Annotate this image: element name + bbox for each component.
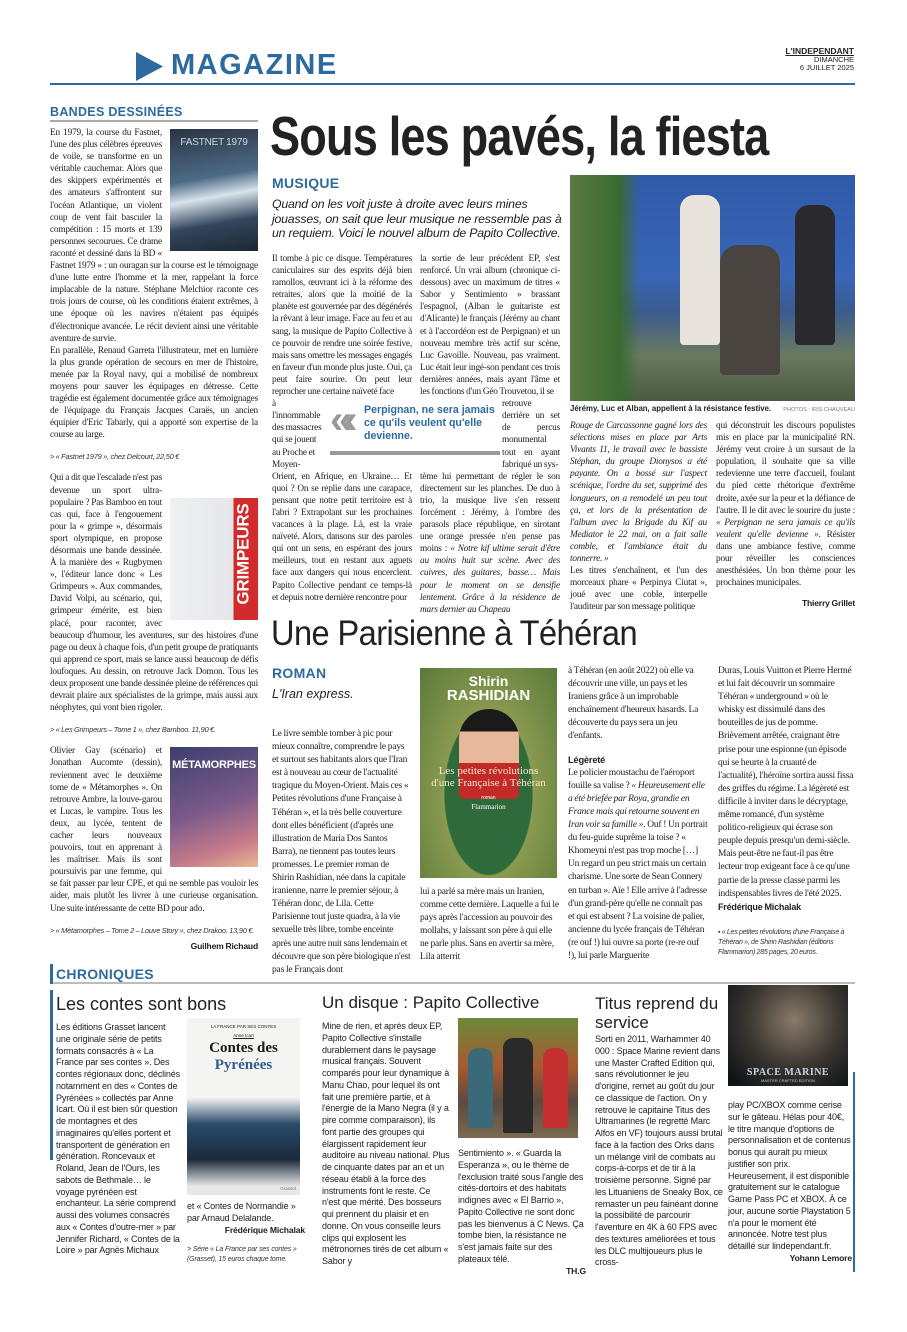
cover-genre: roman [481, 795, 496, 801]
article-text: lui a parlé sa mère mais un Iranien, comme cette dernière. Laquelle a fui le pays après l'accession au pouvoir des mollahs, y laissant son père à qui elle ne parle plus. Sans en avertir sa mère, Lila atterrit [420, 887, 559, 963]
author-byline: Frédérique Michalak [224, 1224, 305, 1235]
cover-publisher: Grasset [280, 1186, 296, 1191]
article-text: Orient, en Afrique, en Ukraine… Et quoi ? On se replie dans une carapace, pensant que notre petit territoire est à l'abri ? Extrapolant sur les prochaines vacances à la plage. Là, est la vraie naïveté. Alors, dansons sur des paroles qui ont un sens, en espérant des jours meilleurs, tout en restant aux aguets face aux dangers qui nous encerclent. Papito Collective pendant ce temps-là et depuis notre dernière rencontre pour [272, 471, 412, 603]
person-shape [503, 1038, 533, 1133]
bd-kicker: BANDES DESSINÉES [50, 105, 258, 122]
article-text: retrouve derrière un set de percus monumental tout en ayant fabriqué un sys- [502, 399, 560, 470]
plant-shape [570, 175, 640, 401]
article-text: la sortie de leur précédent EP, s'est renforcé. Un vrai album (chronique ci-dessous) avec un maximum de titres « Sabor y Sentimiento » brassant l'espagnol, (Alban le guitariste est d'Alicante) le français (Jérémy au chant et à l'accordéon est de Perpignan) et un nouveau membre très actif sur scène, Luc Gavoille. Nouveau, pas vraiment. Luc était leur ingé-son pendant ces trois dernières années, mais ayant l'âme et les fonctions d'un Géo Trouvetou, il se [420, 254, 560, 398]
article-text: Le policier moustachu de l'aéroport fouille sa valise ? [568, 767, 695, 791]
article-text: . Résister dans une ambiance festive, comme pour réveiller les consciences anesthésiées. Un bon thème pour les prochaines municipales. [716, 529, 855, 589]
bd-article-metamorphes [50, 745, 258, 951]
cover-author: Shirin [468, 673, 509, 689]
bd-column [50, 127, 258, 952]
issue-day: DIMANCHE [813, 54, 854, 64]
person-shape [468, 1048, 493, 1128]
musique-lede: Quand on les voit juste à droite avec leurs mines jouasses, on sait que leur musique ne ressemble pas à un requiem. Voici le nouvel album de Papito Collective. [272, 197, 562, 241]
article-text: Il tombe à pic ce disque. Températures caniculaires sur des esprits déjà bien ramollos, œuvrant ici à la réforme des retraites, alors que la moitié de la planète est gouvernée par des dégénérés la rêvant à leur image. Face au feu et au sang, la musique de Papito Collective à ce pouvoir de rendre une soirée festive, mais sans omettre les messages engagés en faveur d'un monde plus juste. Oui, ça peut faire sourire. On peut leur reprocher une certaine naïveté face [272, 254, 412, 398]
titus-text: play PC/XBOX comme cerise sur le gâteau. Hélas pour 40€, le titre manque d'options de personnalisation et de contenus bonus qui aurait pu mieux justifier son prix. Heureusement, il est disponible gratuitement sur le catalogue Game Pass PC et XBOX. À ce jour, aucune sortie Playstation 5 n'a pour le moment été annoncée. Notre test plus détaillé sur lindependant.fr. [728, 1100, 851, 1251]
contes-col-2 [187, 1201, 305, 1265]
article-text: à Téhéran (en août 2022) où elle va découvrir une ville, un pays et les Iraniens grâce à un improbable enchaînement d'heureux hasards. La découverte du pays sera un jeu d'enfants. [568, 666, 699, 742]
article-text: . Ouf ! Un portrait du feu-guide suprême la toise ? « Khomeyni n'est pas trop moche […] Un regard un peu strict mais un certain charisme. Une sorte de Sean Connery en turban ». Aïe ! Elle arrive à l'adresse d'un grand-père qu'elle ne connaît pas et qui est absent ? La voisine de palier, ancienne du lycée français de Téhéran (re ouf !) lui ouvre sa porte (re-re ouf !), lui parle Marguerite [568, 820, 708, 961]
book-credit: > « Métamorphes – Tome 2 – Louve Story », chez Drakoo. 13,90 €. [50, 925, 255, 935]
article-text: à l'innommable des massacres qui se jouent au Proche et Moyen- [272, 399, 322, 470]
author-byline: Yohann Lemore [789, 1252, 852, 1263]
author-byline: Guilhem Richaud [190, 940, 258, 951]
author-byline: TH.G [566, 1265, 586, 1276]
cover-title: FASTNET 1979 [180, 137, 248, 148]
titus-col-2 [728, 1100, 852, 1265]
masthead [785, 47, 854, 73]
band-photo [570, 175, 855, 401]
book-cover-image [420, 668, 557, 878]
accent-bar [50, 964, 53, 984]
quote-rule [330, 451, 500, 455]
pull-quote [330, 398, 500, 456]
book-credit: ▪ « Les petites révolutions d'une Française à Téhéran », de Shirin Rashidian (éditions Flammarion) 285 pages, 20 euros. [718, 928, 845, 956]
chroniques-kicker: CHRONIQUES [56, 966, 154, 982]
roman-headline: Une Parisienne à Téhéran [271, 614, 638, 653]
contes-title: Les contes sont bons [56, 994, 227, 1014]
paper-logo: L'INDEPENDANT [785, 46, 854, 56]
musique-kicker: MUSIQUE [272, 175, 340, 191]
caption-text: Jérémy, Luc et Alban, appellent à la résistance festive. [570, 404, 772, 413]
cover-title: GRIMPEURS [233, 503, 253, 606]
cover-series: LA FRANCE PAR SES CONTES [210, 1024, 277, 1029]
article-text: Le livre semble tomber à pic pour mieux connaître, comprendre le pays et surtout ses habitants alors que l'Iran est à nouveau au cœur de l'actualité tragique du Moyen-Orient. Mais ces « Petites révolutions d'une Française à Téhéran », et la très belle couverture dont elles bénéficient (d'après une illustration de Maria Dos Santos Barra), ne tiennent pas toutes leurs promesses. Le premier roman de Shirin Rashidian, née dans la capitale iranienne, narre le premier séjour, à Téhéran donc, de Lila. Cette Parisienne tout juste quadra, à la vie sexuelle très libre, tombe enceinte après une autre nuit sans lendemain et découvre que son père biologique n'est pas le Français dont [272, 729, 411, 975]
section-title: MAGAZINE [171, 49, 338, 81]
cover-title: MÉTAMORPHES [172, 759, 256, 772]
quote-chevron-icon: «‹ [330, 398, 350, 442]
disque-col-2 [458, 1148, 586, 1277]
article-text: qui déconstruit les discours populistes mis en place par la municipalité RN. Jérémy veut croire à un sursaut de la population, il souhaite que sa ville redevienne une terre d'accueil, foulant du pied cette rhétorique d'extrême droite, axée sur la peur et la défiance de l'autre. Il le dit avec le sourire du juste : [716, 421, 855, 516]
pull-quote-text: Perpignan, ne sera jamais ce qu'ils veulent qu'elle devienne. [364, 404, 495, 442]
photo-caption [570, 404, 855, 413]
contes-text: et « Contes de Normandie » par Arnaud Delalande. [187, 1201, 296, 1223]
article-text: Duras, Louis Vuitton et Pierre Hermé et lui fait découvrir un sommaire Téhéran « underground » où le whisky est dissimulé dans des bouteilles de jus de pomme. Brièvement arrêtée, craignant être prise pour une espionne (un épisode qui se heurte à la cruauté de l'actualité), l'héroïne sortira aussi fissa des griffes du régime. La légèreté est difficile à inviter dans le décryptage, même romancé, d'un système politico-religieux qui écrase son peuple depuis presqu'un demi-siècle. Mais peut-être ne faut-il pas être lecteur trop exigeant face à ce qu'une partie de la presse classe parmi les indispensables livres de l'été 2025. [718, 666, 854, 899]
main-headline: Sous les pavés, la fiesta [270, 105, 769, 167]
cover-title: Pyrénées [214, 1057, 273, 1073]
play-triangle-icon [136, 52, 163, 81]
roman-lede: L'Iran express. [272, 687, 354, 701]
roman-col-2 [420, 886, 560, 965]
issue-date: 6 JUILLET 2025 [799, 63, 854, 72]
cover-title: Les petites révolutions d'une Française à Téhéran [431, 765, 546, 789]
quote-text: Rouge de Carcassonne gagné lors des sélections mises en place par Arts Vivants 11, le travail avec le bassiste Stéphan, du groupe Dionysos a été payante. On a bossé sur l'aspect scénique, l'ordre du set, supprimé des longueurs, on a remodelé un peu tout ça, et lors de la présentation de l'album avec la Brigade du Kif au Mediator le 22 mai, on a fait salle comble, et l'ambiance était du tonnerre. » [570, 421, 707, 565]
cover-title: Contes des [209, 1040, 278, 1056]
roman-col-4 [718, 665, 856, 958]
person-shape [795, 205, 835, 345]
titus-title: Titus reprend du service [595, 994, 719, 1032]
quote-text: « Heureusement elle a été briefée par Roya, grandie en France mais qui retourne souvent en Iran voir sa famille » [568, 780, 705, 831]
person-shape [680, 195, 720, 345]
quote-text: « Perpignan ne sera jamais ce qu'ils veulent qu'elle devienne » [716, 517, 855, 540]
cover-publisher: Flammarion [471, 803, 506, 811]
contes-text: Les éditions Grasset lancent une originale série de petits formats consacrés à « La France par ses contes ». Des contes régionaux donc, déclinés notamment en des « Contes de Pyrénées » collectés par Anne Icart. Où il est bien sûr question de montagnes et des imaginaires qu'elles portent et transportent de génération en génération. Roncevaux et Roland, Jean de l'Ours, les sabots de Bethmale… le voyage pyrénéen est enchanteur. La série comprend aussi des volumes consacrés aux « Contes d'outre-mer » par Jennifer Richard, « Contes de la Loire » par Agnès Michaux [56, 1022, 180, 1256]
roman-col-3 [568, 665, 708, 963]
cover-author: Anne Icart [233, 1033, 254, 1038]
disque-title: Un disque : Papito Collective [322, 993, 540, 1012]
article-text: tème lui permettant de régler le son directement sur les planches. De duo à trio, la musique live s'en ressent forcément : Jérémy, à l'ombre des parasols place république, en sirotant une orange pressée n'en pense pas moins : [420, 471, 560, 555]
band-photo [458, 1018, 578, 1138]
book-credit: > « Fastnet 1979 », chez Delcourt, 22,50 € [50, 452, 180, 462]
game-cover-image [728, 985, 848, 1086]
accent-bar [853, 1072, 855, 1272]
metamorphes-cover-image [170, 747, 258, 867]
quote-text: « Notre kif ultime serait d'être au moins huit sur scène. Avec des cuivres, des guitares, basse… Mais pour le moment on se densifie lentement. Grâce à la résidence de mars dernier au Chapeau [420, 544, 560, 615]
accent-bar [50, 990, 53, 1160]
bd-article-grimpeurs [50, 472, 258, 735]
cover-subtitle: MASTER CRAFTED EDITION [760, 1078, 815, 1083]
bd-article-fastnet [50, 127, 258, 462]
article-text: Olivier Gay (scénario) et Jonathan Aucomte (dessin), reviennent avec le deuxième tome de « Métamorphes ». On retrouve Ambre, la louve-garou et Lucas, le vampire. Tous les deux, au lycée, tentent de cacher leurs nouveaux pouvoirs, tout en apprenant à les maîtriser. Mais ils sont poursuivis par une femme, qui se fait passer par leur CPE, et qui ne semble pas vouloir les aider, mais plutôt les livrer à une curieuse organisation. Une suite intéressante de cette BD pour ado. [50, 746, 258, 914]
disque-text: Sentimiento ». « Guarda la Esperanza », ou le thème de l'exclusion traité sous l'angle des cités-dortoirs et des habitats indignes avec « El Barrio », Papito Collective ne sont donc pas les bienvenus à C News. Ça tombe bien, la résistance ne s'est jamais faite sur des plateaux télé. [458, 1148, 584, 1264]
author-byline: Thierry Grillet [801, 598, 855, 609]
roman-kicker: ROMAN [272, 665, 327, 681]
fastnet-cover-image [170, 129, 258, 251]
cover-author: RASHIDIAN [446, 687, 531, 704]
musique-col-3 [570, 420, 707, 614]
titus-text: Sorti en 2011, Warhammer 40 000 : Space Marine revient dans une Master Crafted Edition qui, sans révolutionner le jeu d'origine, remet au goût du jour ce classique de l'action. On y retrouve le capitaine Titus des Ultramarines (le regretté Marc Alfos en VF) toujours aussi brutal face à la faction des Orks dans un mélange viril de combats au corps-à-corps et de tir à la troisième personne. Signé par les Lituaniens de Sneaky Box, ce remaster un peu fainéant donne la possibilité de parcourir l'aventure en 4K à 60 FPS avec des textures améliorées et tous les DLC multijoueurs plus le cross- [595, 1034, 723, 1268]
subhead: Légèreté [568, 754, 606, 765]
person-shape [543, 1048, 568, 1128]
book-credit: > Série « La France par ses contes » (Grasset), 15 euros chaque tome. [187, 1246, 297, 1264]
author-byline: Frédérique Michalak [718, 901, 801, 912]
article-text: En 1979, la course du Fastnet, l'une des plus célèbres épreuves de voile, se transforme en un véritable cauchemar. Alors que des skippers expérimentés et des amateurs s'affrontent sur l'océan Atlantique, un violent coup de vent fait basculer la compétition : 15 morts et 139 personnes secourues. Ce drame raconté et dessiné dans la BD « Fastnet 1979 » : un ouragan sur la course est le témoignage d'une lutte entre l'homme et la mer, rappelant la force implacable de la nature. Stéphane Melchior raconte ces trois jours de course, où les conditions étaient extrêmes, à une époque où les navires n'étaient pas équipés d'électronique avancée. Le récit devient ainsi une véritable aventure de survie. [50, 128, 258, 344]
book-credit: > « Les Grimpeurs – Tome 1 », chez Bamboo. 11,90 €. [50, 725, 216, 735]
photo-credit: PHOTOS : IRIS CHAUVEAU [783, 407, 855, 413]
header-rule [50, 83, 855, 85]
article-text: En parallèle, Renaud Garreta l'illustrateur, met en lumière la plus grande opération de secours en mer de l'histoire, menée par la Royal navy, qui a mobilisé de nombreux moyens pour sauver les équipages en détresse. Cette tragédie est également documentée grâce aux témoignages de l'équipage du Français Jacques Caraës, un ancien équipier d'Eric Tabarly, qui a apporté son expertise de la course au large. [50, 345, 258, 441]
chroniques-header [50, 964, 855, 984]
person-shape [720, 245, 780, 375]
article-text: Les titres s'enchaînent, et l'un des morceaux phare « Perpinya Ciutat », joué avec une coble, interpelle l'auditeur par son message politique [570, 566, 707, 613]
musique-col-4 [716, 420, 855, 609]
article-text: Qui a dit que l'escalade n'est pas devenue un sport ultra-populaire ? Pas Bamboo en tout cas qui, face à l'engouement pour la « grimpe », désormais sport olympique, en propose désormais une bande dessinée. À la manière des « Rugbymen », l'éditeur lance donc « Les Grimpeurs ». Aux commandes, David Volpi, au scénario, qui, grimpeur émérite, est bien placé, pour raconter, avec beaucoup d'humour, les aventures, sur des histoires d'une page ou deux à chaque fois, d'un petit groupe de pratiquants qui apprend ce sport, mais se lance aussi beaucoup de défis loufoques. Au dessin, on retrouve Jack Domon. Tous les deux proposent une bande dessinée pleine de références qui devrait plaire aux spécialistes de la grimpe, mais aussi aux néophytes, qui vont bien rigoler. [50, 473, 259, 714]
disque-text: Mine de rien, et après deux EP, Papito Collective s'installe durablement dans le paysage musical français. Souvent comparés pour leur dynamique à Manu Chao, pour lequel ils ont fait une première partie, et à l'énergie de la Mano Negra (il y a pire comme comparaison), ils font partie des groupes qui élargissent rapidement leur auditoire au niveau national. Plus de cinquante dates par an et un réseau établi à la force des instruments font le reste. Ce n'est que mérité. Des bosseurs qui prennent du plaisir et en donne. On vous conseille leurs clips qui explosent les métronomes tirés de cet album « Sabor y [322, 1021, 450, 1266]
grimpeurs-cover-image [170, 498, 258, 620]
cover-title: SPACE MARINE [746, 1067, 830, 1078]
contes-cover-image [187, 1018, 300, 1195]
roman-col-1 [272, 728, 412, 977]
